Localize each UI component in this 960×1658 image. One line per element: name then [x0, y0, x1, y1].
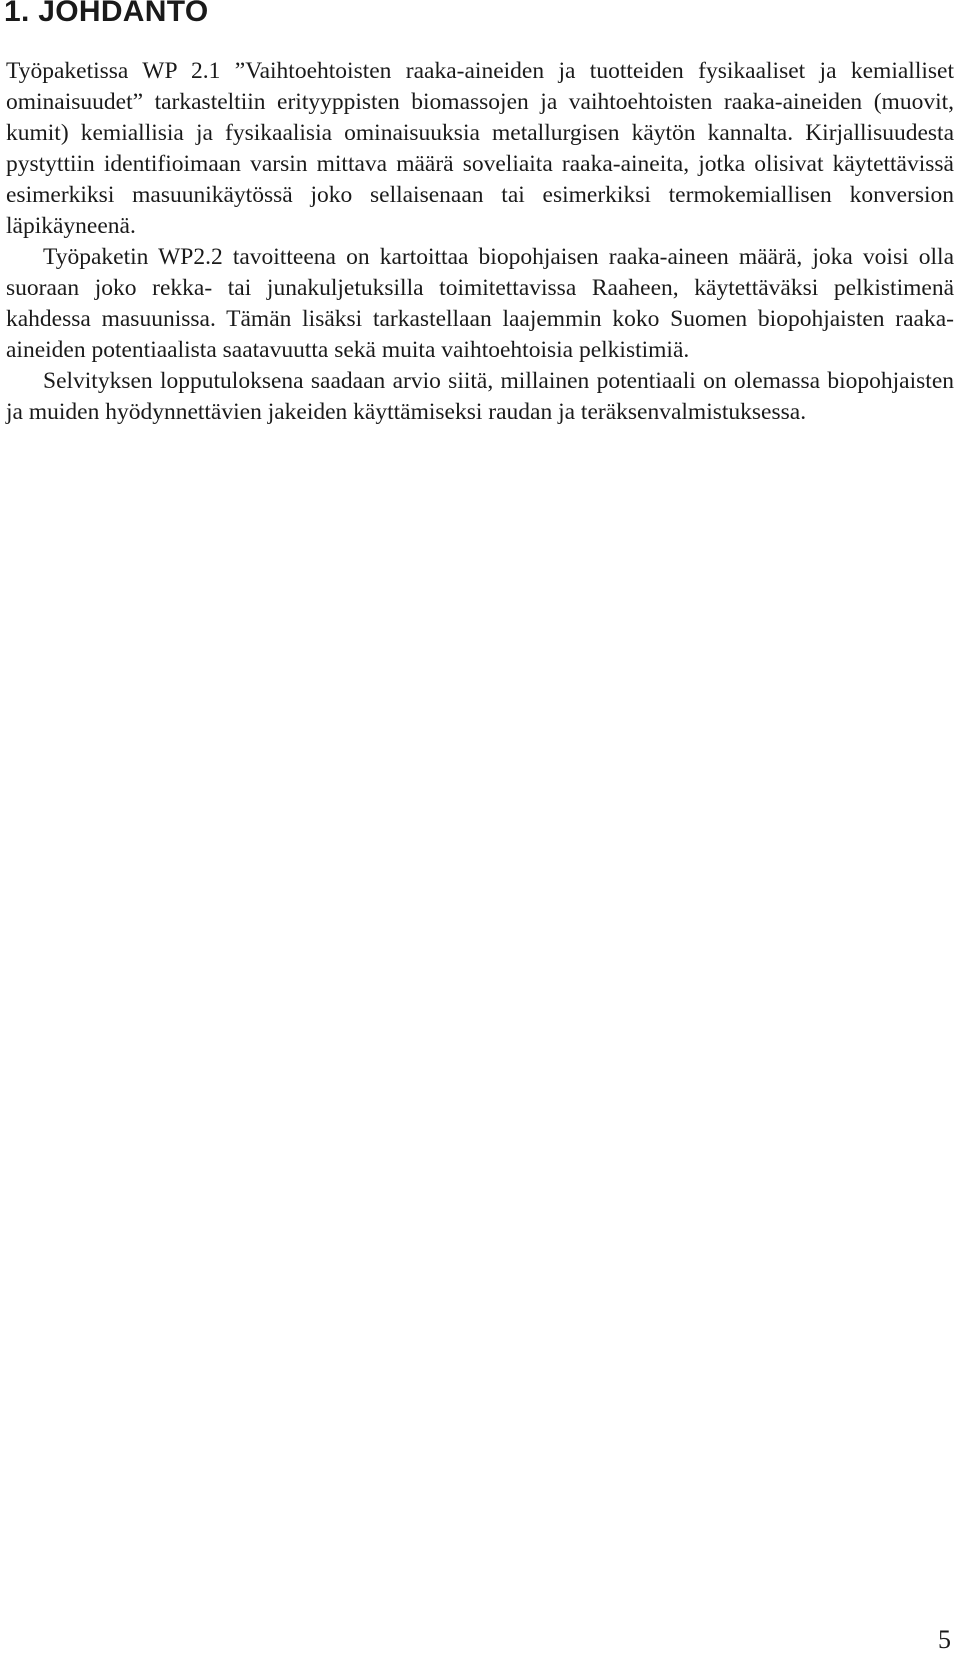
paragraph-wp22-goal: Työpaketin WP2.2 tavoitteena on kartoittaa biopohjaisen raaka-aineen määrä, joka voisi olla suoraan joko rekka- tai junakuljetuksilla toimitettavissa Raaheen, käytettäväksi pelkistimenä kahdessa masuunissa. Tämän lisäksi tarkastellaan laajemmin koko Suomen biopohjaisten raaka-aineiden potentiaalista saatavuutta sekä muita vaihtoehtoisia pelkistimiä.: [6, 244, 954, 363]
section-heading: 1. JOHDANTO: [4, 0, 209, 28]
paragraph-intro: Työpaketissa WP 2.1 ”Vaihtoehtoisten raaka-aineiden ja tuotteiden fysikaaliset ja kemialliset ominaisuudet” tarkasteltiin erityyppisten biomassojen ja vaihtoehtoisten raaka-aineiden (muovit, kumit) kemiallisia ja fysikaalisia ominaisuuksia metallurgisen käytön kannalta. Kirjallisuudesta pystyttiin identifioimaan varsin mittava määrä soveliaita raaka-aineita, jotka olisivat käytettävissä esimerkiksi masuunikäytössä joko sellaisenaan tai esimerkiksi termokemiallisen konversion läpikäyneenä.: [6, 58, 954, 239]
body-text: [6, 56, 954, 428]
paragraph-outcome: Selvityksen lopputuloksena saadaan arvio siitä, millainen potentiaali on olemassa biopohjaisten ja muiden hyödynnettävien jakeiden käyttämiseksi raudan ja teräksenvalmistuksessa.: [6, 368, 954, 425]
page-number: 5: [938, 1625, 951, 1654]
